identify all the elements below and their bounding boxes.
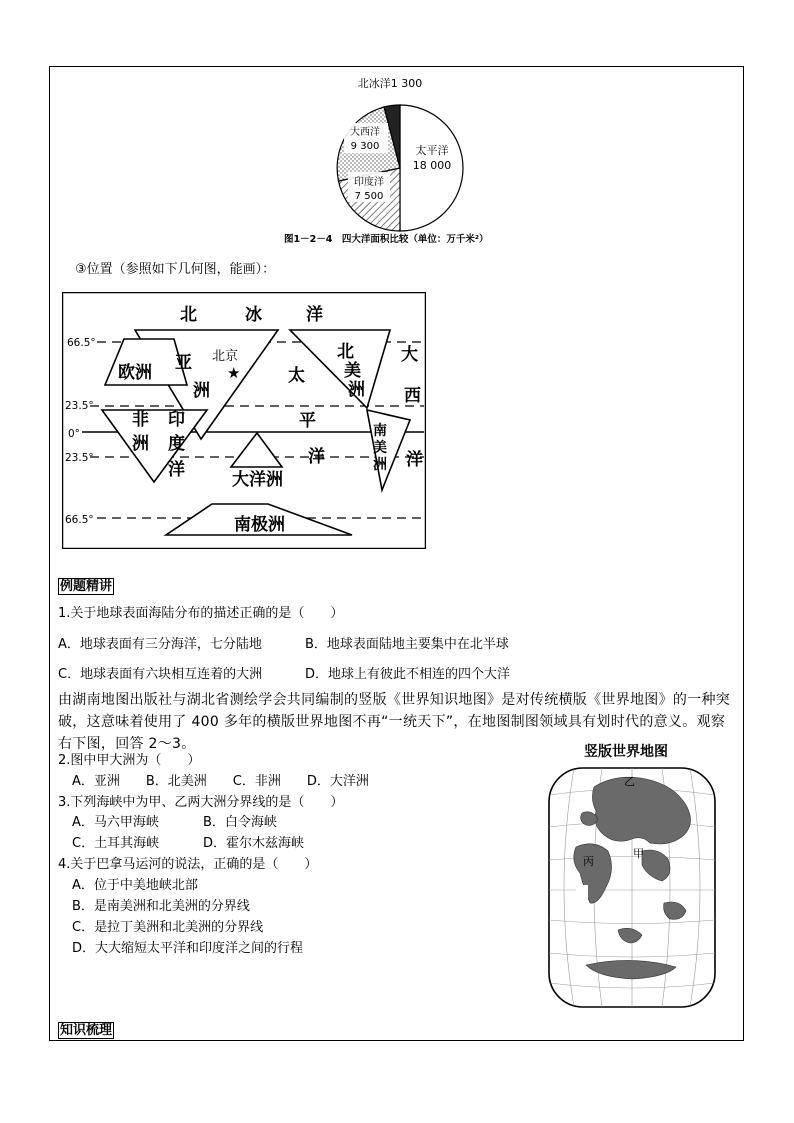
q3-option-c: C．土耳其海峡: [72, 836, 160, 851]
q3-stem: 3.下列海峡中为甲、乙两大洲分界线的是（ ）: [58, 795, 344, 810]
label-oceania: 大洋洲: [232, 470, 283, 490]
label-indian-1: 印: [168, 410, 185, 430]
pie-label-indian: 印度洋: [354, 177, 384, 188]
label-antarctica: 南极洲: [234, 515, 285, 535]
label-pacific-1: 太: [288, 366, 305, 386]
q2-stem: 2.图中甲大洲为（ ）: [58, 753, 201, 768]
label-namerica-1: 北: [337, 342, 354, 362]
lat-label-235n: 23.5°: [65, 400, 94, 412]
map-title: 竖版世界地图: [584, 744, 668, 760]
label-atlantic-2: 西: [404, 386, 421, 406]
vertical-world-map: [546, 765, 718, 1010]
q4-option-d: D．大大缩短太平洋和印度洋之间的行程: [72, 941, 304, 956]
section-header-examples: 例题精讲: [60, 579, 113, 594]
ocean-area-pie-chart: [290, 70, 520, 245]
passage-text: 由湖南地图出版社与湖北省测绘学会共同编制的竖版《世界知识地图》是对传统横版《世界地图》的一种突破，这意味着使用了 400 多年的横版世界地图不再“一统天下”，在地图制图领域具有划时代的意义。观察右下图，回答 2～3。: [58, 692, 731, 752]
section-header-knowledge: 知识梳理: [60, 1023, 113, 1038]
label-europe: 欧洲: [118, 363, 152, 383]
q1-option-d: D．地球上有彼此不相连的四个大洋: [305, 667, 511, 682]
beijing-star-icon: ★: [227, 364, 241, 382]
lat-label-665n: 66.5°: [67, 337, 96, 349]
label-namerica-3: 洲: [348, 380, 365, 400]
label-indian-3: 洋: [168, 460, 185, 480]
map-label-yi: 乙: [624, 775, 635, 788]
label-pacific-2: 平: [299, 411, 316, 431]
label-africa-1: 非: [132, 410, 149, 430]
continent-ocean-diagram: [62, 292, 426, 549]
q1-stem: 1.关于地球表面海陆分布的描述正确的是（ ）: [58, 606, 344, 621]
pie-value-atlantic: 9 300: [350, 141, 380, 152]
q3-option-b: B．白令海峡: [203, 815, 277, 830]
pie-caption: 图1－2－4 四大洋面积比较（单位：万千米²）: [284, 234, 489, 245]
lat-label-665s: 66.5°: [65, 514, 94, 526]
pie-value-indian: 7 500: [354, 191, 384, 202]
label-arctic-1: 北: [180, 305, 197, 325]
label-pacific-3: 洋: [308, 447, 325, 467]
pie-label-arctic: 北冰洋1 300: [357, 77, 423, 90]
label-atlantic-3: 洋: [406, 450, 423, 470]
label-arctic-3: 洋: [306, 305, 323, 325]
label-asia-1: 亚: [175, 353, 192, 373]
q3-option-d: D．霍尔木兹海峡: [203, 836, 305, 851]
q4-option-b: B．是南美洲和北美洲的分界线: [72, 899, 250, 914]
label-atlantic-1: 大: [401, 345, 418, 365]
q4-stem: 4.关于巴拿马运河的说法，正确的是（ ）: [58, 857, 318, 872]
label-samerica-2: 美: [373, 440, 387, 456]
label-africa-2: 洲: [132, 434, 149, 454]
position-intro: ③位置（参照如下几何图，能画）：: [75, 262, 276, 277]
lat-label-235s: 23.5°: [65, 452, 94, 464]
lat-label-0: 0°: [68, 428, 80, 440]
label-samerica-3: 洲: [373, 457, 387, 473]
q1-option-c: C．地球表面有六块相互连着的大洲: [58, 667, 263, 682]
q1-option-a: A．地球表面有三分海洋，七分陆地: [58, 637, 262, 652]
label-arctic-2: 冰: [245, 305, 262, 325]
q3-option-a: A．马六甲海峡: [72, 815, 159, 830]
pie-value-pacific: 18 000: [412, 159, 452, 172]
label-namerica-2: 美: [344, 361, 361, 381]
q4-option-c: C．是拉丁美洲和北美洲的分界线: [72, 920, 264, 935]
pie-label-atlantic: 大西洋: [350, 127, 380, 138]
q2-options: A．亚洲 B．北美洲 C．非洲 D．大洋洲: [72, 774, 369, 789]
label-samerica-1: 南: [373, 423, 387, 439]
pie-label-pacific: 太平洋: [415, 144, 449, 157]
label-beijing: 北京: [212, 349, 239, 364]
label-indian-2: 度: [168, 434, 185, 454]
label-asia-2: 洲: [193, 381, 210, 401]
map-label-bing: 丙: [583, 855, 594, 868]
q4-option-a: A．位于中美地峡北部: [72, 878, 198, 893]
map-label-jia: 甲: [633, 847, 644, 860]
q1-option-b: B．地球表面陆地主要集中在北半球: [305, 637, 509, 652]
